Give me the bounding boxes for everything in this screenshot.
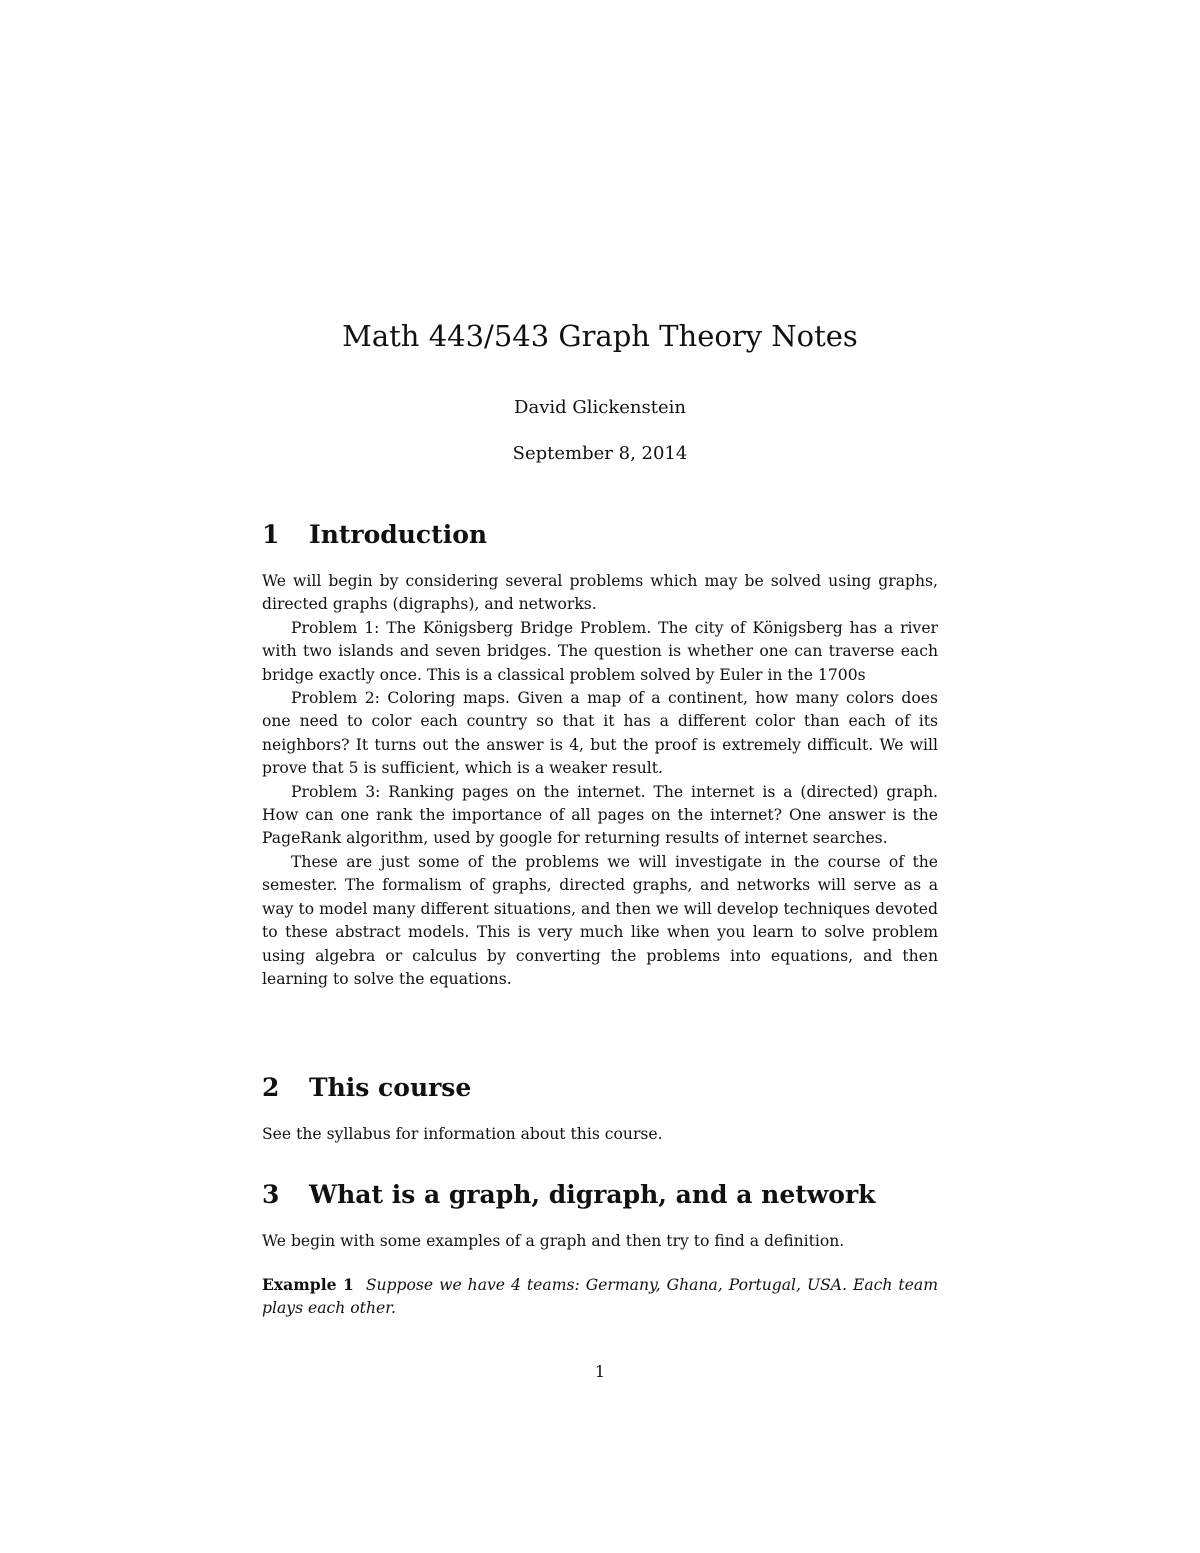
- paragraph: Problem 3: Ranking pages on the internet. The internet is a (directed) graph. How can one rank the importance of all pages on the internet? One answer is the PageRank algorithm, used by google for returning results of internet searches.: [262, 782, 938, 848]
- section-title: This course: [309, 1073, 472, 1102]
- example-1: [262, 1273, 938, 1321]
- paragraph: We begin with some examples of a graph and then try to find a definition.: [262, 1232, 845, 1250]
- document-title: Math 443/543 Graph Theory Notes: [342, 319, 858, 353]
- example-label: Example 1: [262, 1275, 354, 1294]
- paragraph: See the syllabus for information about this course.: [262, 1125, 663, 1143]
- section-number: 2: [262, 1073, 280, 1102]
- example-text: Suppose we have 4 teams: Germany, Ghana, Portugal, USA. Each team plays each other.: [262, 1276, 938, 1318]
- document-date: September 8, 2014: [512, 443, 688, 464]
- section-number: 3: [262, 1180, 280, 1209]
- section-3-body: [262, 1230, 938, 1253]
- document-author: David Glickenstein: [514, 397, 686, 418]
- section-2-body: [262, 1123, 938, 1146]
- section-3-heading: [262, 1178, 942, 1212]
- paragraph: Problem 2: Coloring maps. Given a map of a continent, how many colors does one need to color each country so that it has a different color than each of its neighbors? It turns out the answer is 4, but the proof is extremely difficult. We will prove that 5 is sufficient, which is a weaker result.: [262, 689, 938, 778]
- paragraph: Problem 1: The Königsberg Bridge Problem. The city of Königsberg has a river with two islands and seven bridges. The question is whether one can traverse each bridge exactly once. This is a classical problem solved by Euler in the 1700s: [262, 618, 938, 684]
- paragraph: These are just some of the problems we will investigate in the course of the semester. The formalism of graphs, directed graphs, and networks will serve as a way to model many different situations, and then we will develop techniques devoted to these abstract models. This is very much like when you learn to solve problem using algebra or calculus by converting the problems into equations, and then learning to solve the equations.: [262, 852, 938, 988]
- section-title: What is a graph, digraph, and a network: [309, 1180, 876, 1209]
- section-1-heading: [262, 518, 942, 552]
- section-1-body: [262, 570, 938, 991]
- section-title: Introduction: [309, 520, 488, 549]
- page-number: 1: [594, 1362, 606, 1381]
- paragraph: We will begin by considering several problems which may be solved using graphs, directed graphs (digraphs), and networks.: [262, 572, 938, 614]
- section-number: 1: [262, 520, 280, 549]
- section-2-heading: [262, 1071, 942, 1105]
